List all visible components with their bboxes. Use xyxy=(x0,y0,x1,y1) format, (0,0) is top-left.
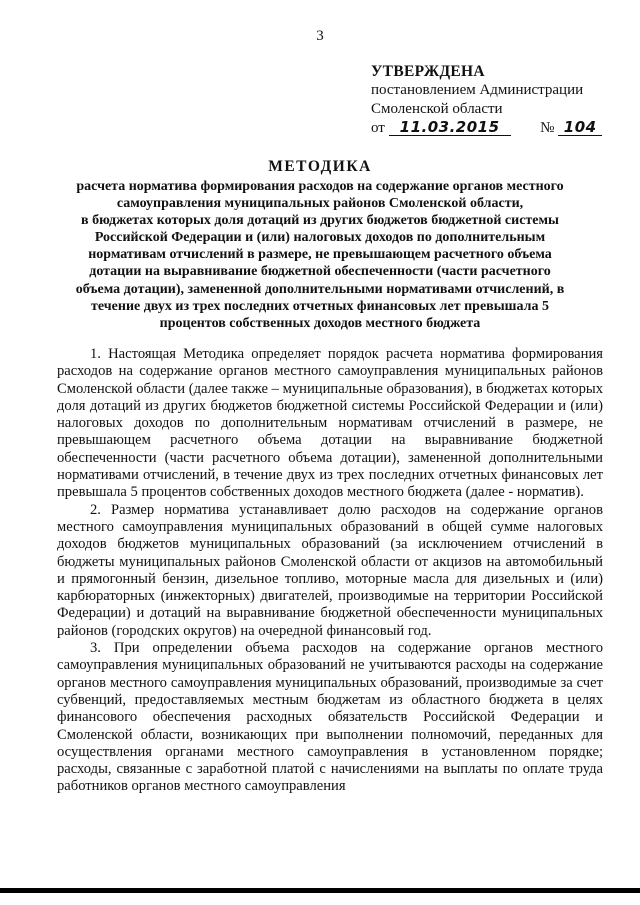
subtitle-line: дотации на выравнивание бюджетной обеспеченности (части расчетного xyxy=(89,264,551,280)
number-label: № xyxy=(540,120,555,136)
subtitle-line: течение двух из трех последних отчетных финансовых лет превышала 5 xyxy=(91,298,549,314)
subtitle-line: Российской Федерации и (или) налоговых доходов по дополнительным xyxy=(94,230,546,246)
approval-line-2: Смоленской области xyxy=(371,101,503,117)
subtitle-line: расчета норматива формирования расходов на содержание органов местного xyxy=(76,179,564,194)
approval-heading: УТВЕРЖДЕНА xyxy=(371,63,485,80)
subtitle-line: самоуправления муниципальных районов Смоленской области, xyxy=(116,196,524,212)
subtitle-line: в бюджетах которых доля дотаций из других бюджетов бюджетной системы xyxy=(81,213,559,229)
page-number: 3 xyxy=(316,28,324,44)
paragraph-2: 2. Размер норматива устанавливает долю расходов на содержание органов местного самоуправления муниципальных образований в общей сумме налоговых доходов бюджетов муниципальных образований (за исключением отчислений в бюджеты муниципальных районов Смоленской области от акцизов на автомобильный и прямогонный бензин, дизельное топливо, моторные масла для дизельных и (или) карбюраторных (инжекторных) двигателей, производимые на территории Российской Федерации) и дотаций на выравнивание бюджетной обеспеченности муниципальных районов (городских округов) на очередной финансовый год. xyxy=(57,501,603,639)
paragraph-3: 3. При определении объема расходов на содержание органов местного самоуправления муниципальных образований не учитываются расходы на содержание органов местного самоуправления муниципальных образований, производимые за счет субвенций, предоставляемых местным бюджетам из областного бюджета в целях финансового обеспечения расходных обязательств Российской Федерации и Смоленской области, возникающих при выполнении полномочий, переданных для осуществления органами местного самоуправления в установленном порядке; расходы, связанные с заработной платой с начислениями на выплаты по оплате труда работников органов местного самоуправления xyxy=(57,640,603,795)
scan-bottom-edge xyxy=(0,888,640,893)
subtitle-line: объема дотации), замененной дополнительными нормативами отчислений, в xyxy=(75,281,565,297)
from-label: от xyxy=(371,120,385,136)
approval-stamp xyxy=(371,62,602,138)
handwritten-date: 11.03.2015 xyxy=(389,119,511,136)
document-subtitle xyxy=(60,178,580,332)
approval-line-1: постановлением Администрации xyxy=(371,82,584,98)
paragraph-1: 1. Настоящая Методика определяет порядок расчета норматива формирования расходов на содержание органов местного самоуправления муниципальных районов Смоленской области (далее также – муниципальные образования), в бюджетах которых доля дотаций из других бюджетов бюджетной системы Российской Федерации и (или) налоговых доходов по дополнительным нормативам отчислений в размере, не превышающем расчетного объема дотации на выравнивание бюджетной обеспеченности (части расчетного объема дотации), замененной дополнительными нормативами отчислений, в течение двух из трех последних отчетных финансовых лет превышала 5 процентов собственных доходов местного бюджета (далее - норматив). xyxy=(57,346,603,501)
document-body xyxy=(57,346,603,796)
document-title: МЕТОДИКА xyxy=(268,158,372,175)
approval-date-line xyxy=(371,119,602,138)
subtitle-line: процентов собственных доходов местного бюджета xyxy=(159,315,481,331)
handwritten-number: 104 xyxy=(558,119,602,136)
subtitle-line: нормативам отчислений в размере, не превышающем расчетного объема xyxy=(88,247,552,263)
